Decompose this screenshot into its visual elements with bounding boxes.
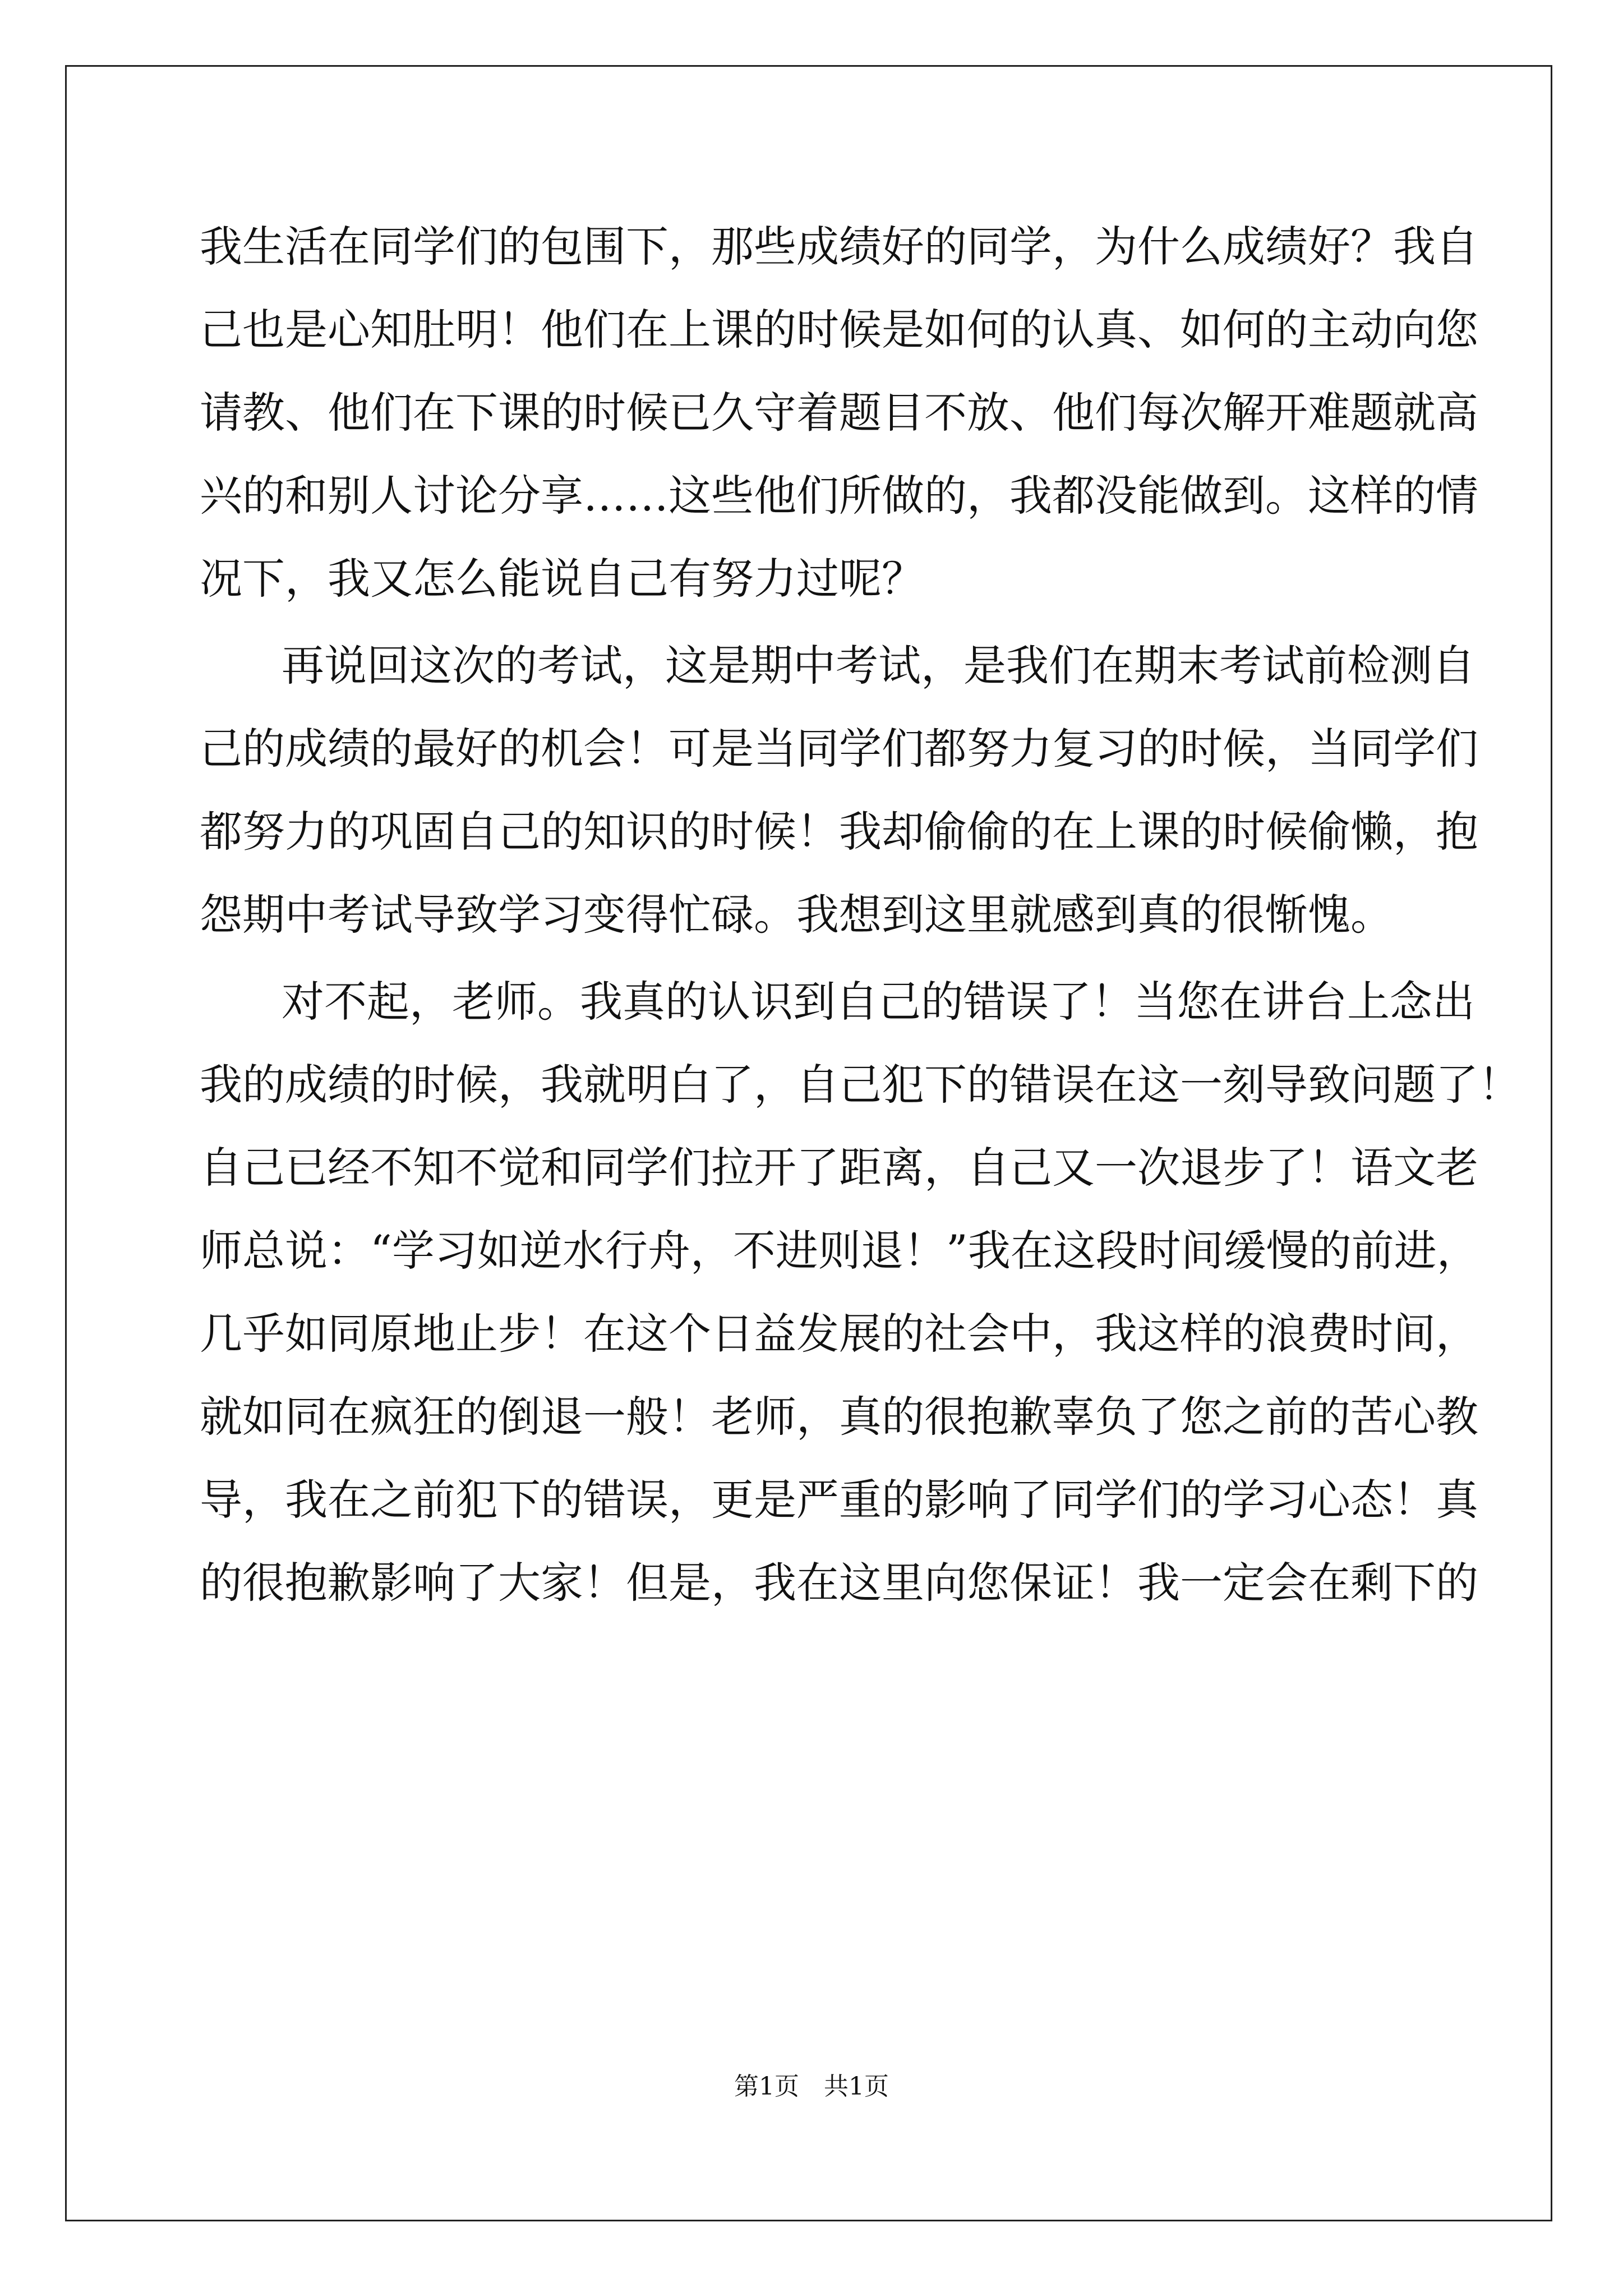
- text-line: 自己已经不知不觉和同学们拉开了距离，自己又一次退步了！语文老: [200, 1143, 1478, 1193]
- text-line: 己的成绩的最好的机会！可是当同学们都努力复习的时候，当同学们: [200, 724, 1478, 774]
- text-line: 请教、他们在下课的时候已久守着题目不放、他们每次解开难题就高: [200, 388, 1478, 438]
- text-line: 导，我在之前犯下的错误，更是严重的影响了同学们的学习心态！真: [200, 1475, 1478, 1525]
- text-line: 就如同在疯狂的倒退一般！老师，真的很抱歉辜负了您之前的苦心教: [200, 1392, 1478, 1442]
- text-line: 的很抱歉影响了大家！但是，我在这里向您保证！我一定会在剩下的: [200, 1558, 1478, 1608]
- text-line: 我的成绩的时候，我就明白了，自己犯下的错误在这一刻导致问题了！: [200, 1060, 1521, 1110]
- text-line: 我生活在同学们的包围下，那些成绩好的同学，为什么成绩好？我自: [200, 222, 1478, 272]
- text-line: 都努力的巩固自己的知识的时候！我却偷偷的在上课的时候偷懒，抱: [200, 807, 1478, 857]
- text-line: 兴的和别人讨论分享……这些他们所做的，我都没能做到。这样的情: [200, 471, 1478, 521]
- text-line: 对不起，老师。我真的认识到自己的错误了！当您在讲台上念出: [282, 977, 1475, 1027]
- text-line: 再说回这次的考试，这是期中考试，是我们在期末考试前检测自: [282, 641, 1475, 691]
- text-line: 几乎如同原地止步！在这个日益发展的社会中，我这样的浪费时间，: [200, 1309, 1478, 1359]
- page-footer: 第1页 共1页: [734, 2072, 889, 2101]
- text-line: 师总说：“学习如逆水行舟，不进则退！”我在这段时间缓慢的前进，: [200, 1226, 1479, 1276]
- text-line: 己也是心知肚明！他们在上课的时候是如何的认真、如何的主动向您: [200, 305, 1478, 355]
- text-line: 况下，我又怎么能说自己有努力过呢？: [200, 554, 924, 604]
- text-line: 怨期中考试导致学习变得忙碌。我想到这里就感到真的很惭愧。: [200, 890, 1393, 940]
